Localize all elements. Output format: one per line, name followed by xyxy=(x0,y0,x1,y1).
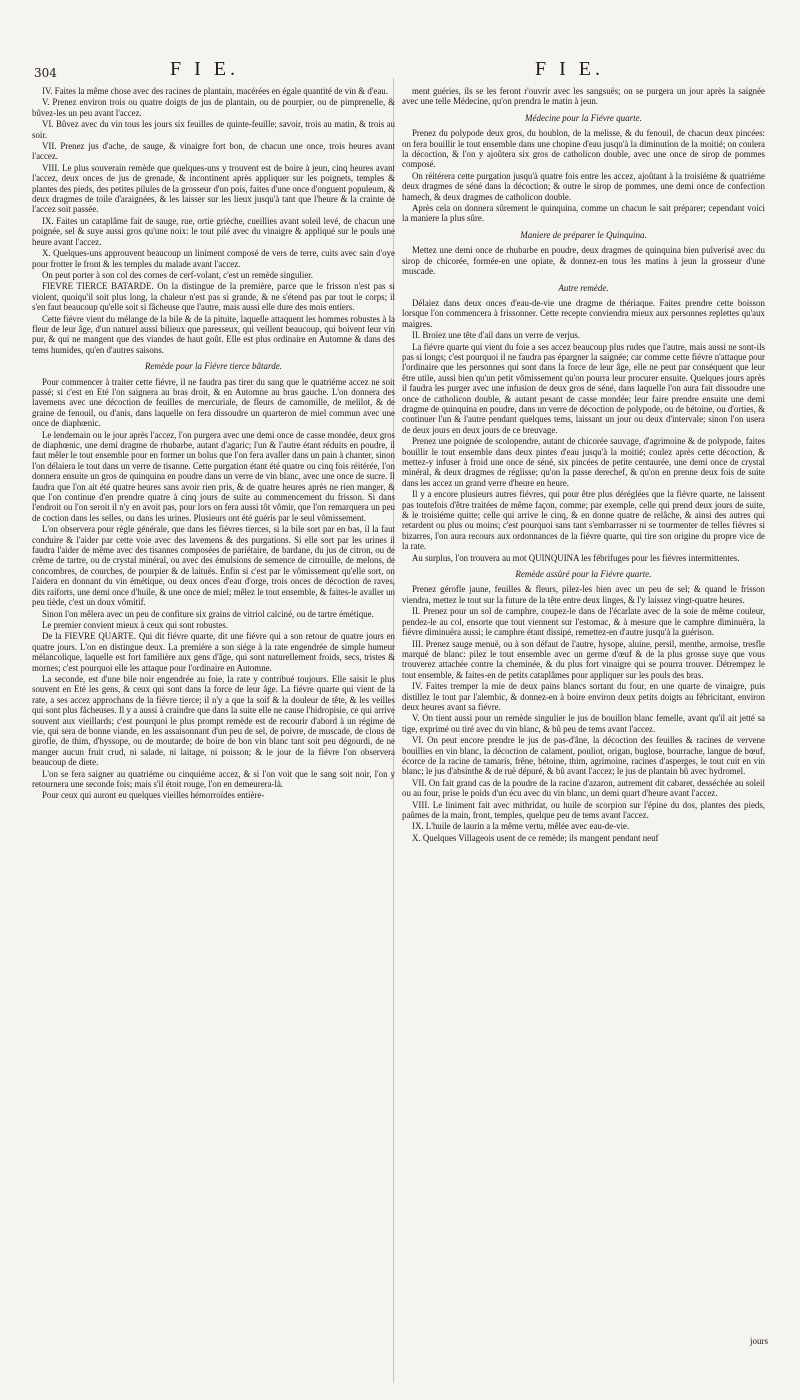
paragraph: La fiévre quarte qui vient du foie a ses accez beaucoup plus rudes que l'autre, mais aussi ne sont-ils pas si longs; c'est pourquoi il ne faudra pas épargner la saignée; car comme cette fiévre n'attaque pour l'ordinaire que les personnes qui sont dans la force de leur âge, elle ne peut par conséquent que leur être utile, aussi bien qu'un petit vômissement qu'on pourra leur procurer ensuite. Quelques jours après il faudra les purger avec une infusion de deux gros de séné, dans laquelle l'on aura fait dissoudre une once de catholicon double, & autant pesant de casse mondée; leur faire prendre ensuite une demi dragme de quinquina en poudre, dans un verre de décoction de polypode, ou de bétoine, ou d'orties, & continuer l'un & l'autre pendant quelques tems, laissant un jour ou deux d'intervale; sinon l'on usera de deux jours en deux jours de ce breuvage. xyxy=(402,341,765,435)
paragraph: II. Broïez une tête d'ail dans un verre de verjus. xyxy=(412,330,580,341)
paragraph: Le lendemain ou le jour après l'accez, l'on purgera avec une demi once de casse mondée, deux gros de diaphœnic, une demi dragme de rhubarbe, autant d'agaric; l'un & l'autre étant réduits en poudre, il faut mêler le tout ensemble pour en former un bolus que l'on fera avaller dans un pain à chanter, sinon l'on délaiera le tout dans un verre de tisanne. Cette purgation étant été quatre ou cinq fois réitérée, l'on donnera ensuite un gros de quinquina en poudre dans un verre de vin blanc, avec une once de sucre. Il faudra que l'on ait été quatre heures sans avoir rien pris, & de quatre heures après ne rien manger, & que l'on continue d'en prendre quatre à cinq jours de suite au commencement du frisson. Si dans l'endroit ou l'on seroit il n'y en avoit pas, pour lors on fera aussi tôt vômir, que l'on remarquera un peu de coction dans les selles, ou dans les urines. Plusieurs ont été guéris par le seul vômissement. xyxy=(32,429,395,523)
paragraph: On réitérera cette purgation jusqu'à quatre fois entre les accez, ajoûtant à la troisiéme & quatriéme deux dragmes de séné dans la décoction; & outre le sirop de pommes, une demi once de confection hamech, & deux dragmes de catholicon double. xyxy=(402,170,765,202)
section-heading: Remède pour la Fiévre tierce bâtarde. xyxy=(145,361,282,372)
paragraph: ment guéries, ils se les feront r'ouvrir avec les sangsuës; on se purgera un jour après la saignée avec une telle Médecine, qu'on prendra le matin à jeun. xyxy=(402,86,765,107)
paragraph: Pour ceux qui auront eu quelques vieilles hémorroïdes entière- xyxy=(42,790,265,801)
paragraph: Le premier convient mieux à ceux qui sont robustes. xyxy=(42,619,229,630)
paragraph: Après cela on donnera sûrement le quinquina, comme un chacun le sait préparer; cependant voici la maniere la plus sûre. xyxy=(402,203,765,224)
paragraph: Mettez une demi once de rhubarbe en poudre, deux dragmes de quinquina bien pulverisé avec du sirop de chicorée, formée-en une opiate, & donnez-en tous les matins à jeun la grosseur d'une muscade. xyxy=(402,245,765,277)
paragraph: Prenez du polypode deux gros, du houblon, de la melisse, & du fenouil, de chacun deux pincées: on fera bouillir le tout ensemble dans une chopine d'eau jusqu'à la diminution de la moitié; on coulera la décoction, & l'on y ajoûtera six gros de catholicon double, avec une once de sirop de pommes composé. xyxy=(402,128,765,170)
paragraph: Délaiez dans deux onces d'eau-de-vie une dragme de thériaque. Faites prendre cette boisson lorsque l'on commencera à frissonner. Cette recepte conviendra mieux aux personnes replettes qu'aux maigres. xyxy=(402,297,765,329)
paragraph: Cette fiévre vient du mélange de la bile & de la pituite, laquelle attaquent les hommes robustes à la fleur de leur âge, d'un naturel aussi bilieux que paresseux, qui veillent beaucoup, qui boivent leur vin pur, & qui ne mangent que des viandes de haut goût. Elle est plus ordinaire en Automne & dans des tems humides, qu'en d'autres saisons. xyxy=(32,313,395,355)
section-heading: Remède assûré pour la Fiévre quarte. xyxy=(515,569,652,580)
paragraph: VI. On peut encore prendre le jus de pas-d'âne, la décoction des feuilles & racines de vervene bouillies en vin blanc, la décoction de calament, pouliot, origan, buglose, bourrache, langue de bœuf, écorce de la racine de tamaris, frêne, bétoine, thim, agrimoine, racines d'asperges, le tout cuit en vin blanc; le jus d'absinthe & de ruë dépuré, & bû avant l'accez; le jus de plantain bû avec hydromel. xyxy=(402,735,765,777)
running-head-left: F I E. xyxy=(170,58,239,80)
paragraph: IV. Faites la même chose avec des racines de plantain, macérées en égale quantité de vin & d'eau. xyxy=(42,86,388,96)
paragraph: V. Prenez environ trois ou quatre doigts de jus de plantain, ou de pourpier, ou de pimprenelle, & bûvez-les un peu avant l'accez. xyxy=(32,97,395,118)
paragraph: L'on se fera saigner au quatriéme ou cinquiéme accez, & si l'on voit que le sang soit noir, l'on y retournera une seconde fois; mais s'il étoit rouge, l'on en demeurera-là. xyxy=(32,768,395,789)
paragraph: VIII. Le plus souverain remède que quelques-uns y trouvent est de boire à jeun, cinq heures avant l'accez, deux onces de jus de grenade, & incontinent après appliquer sur les poignets, temples & plantes des pieds, des petites pilules de la grosseur d'un pois, faites d'une once d'onguent populeum, & deux dragmes de toile d'araignées, & les laisser sur les lieux jusqu'à tant que l'heure & la crainte de l'accez soit passée. xyxy=(32,162,395,215)
paragraph: VII. Prenez jus d'ache, de sauge, & vinaigre fort bon, de chacun une once, trois heures avant l'accez. xyxy=(32,141,395,162)
section-heading: Maniere de préparer le Quinquina. xyxy=(520,229,647,240)
paragraph: Sinon l'on mêlera avec un peu de confiture six grains de vitriol calciné, ou de tartre émétique. xyxy=(42,608,374,619)
paragraph: La seconde, est d'une bile noir engendrée au foie, la rate y contribué toujours. Elle saisit le plus souvent en Eté les gens, & ceux qui sont dans la force de leur âge. La fiévre quarte qui vient de la rate, a ses accez approchans de la fiévre tierce; il n'y a que la soif & la douleur de tête, & les veilles qui sont plus fâcheuses. Il y a aussi à craindre que dans la suite elle ne cause l'hidropisie, ce qui arrive souvent aux vieillards; c'est pourquoi le plus prompt remède est de recourir d'abord à un régime de vie, qui sera de bonne viande, en les assaisonnant d'un peu de sel, de poivre, de muscade, de clous de girofle, de thim, d'hyssope, ou de moutarde; de boire de bon vin blanc tant soit peu dégourdi, de ne manger aucun fruit crud, ni salade, ni laitage, ni poisson; & le jour de la fiévre l'on observera beaucoup de diete. xyxy=(32,673,395,768)
section-heading: Médecine pour la Fiévre quarte. xyxy=(525,112,642,123)
paragraph: V. On tient aussi pour un remède singulier le jus de bouillon blanc femelle, avant qu'il ait jetté sa tige, exprimé ou tiré avec du vin blanc, & bû peu de tems avant l'accez. xyxy=(402,713,765,734)
page-number: 304 xyxy=(34,66,57,80)
paragraph: De la FIEVRE QUARTE. Qui dit fiévre quarte, dit une fiévre qui a son retour de quatre jours en quatre jours. L'on en distingue deux. La premiére a son siége à la rate engendrée de simple humeur mélancolique, laquelle est fort familière aux gens d'âge, qui sont naturellement froids, secs, tristes & mornes; c'est pourquoi elle les attaque pour l'ordinaire en Automne. xyxy=(32,631,395,673)
paragraph: II. Prenez pour un sol de camphre, coupez-le dans de l'écarlate avec de la soie de même couleur, pendez-le au col, ensorte que tout viennent sur l'estomac, & à mesure que le camphre diminuëra, la fiévre diminuëra aussi; le camphre étant dissipé, remettez-en d'autre jusqu'à la guérison. xyxy=(402,606,765,638)
running-head-right: F I E. xyxy=(535,58,604,80)
paragraph: IV. Faites tremper la mie de deux pains blancs sortant du four, en une quarte de vinaigre, puis distillez le tout par l'alembic, & donnez-en à boire environ deux petits doigts au fébricitant, environ deux heures avant sa fiévre. xyxy=(402,681,765,712)
paragraph: L'on observera pour règle générale, que dans les fiévres tierces, si la bile sort par en bas, il la faut conduire & l'aider par cette voie avec des lavemens & des purgations. Si elle sort par les urines il faudra l'aider de même avec des tisannes composées de pariétaire, de bardane, du jus de citron, ou de crême de tartre, ou de crystal minéral, ou avec des émulsions de semence de citrouille, de melons, de concombres, de courches, de pourpier & de laituës. Enfin si c'est par le vômissement qu'elle sort, on l'aidera en donnant du vin émétique, ou deux onces d'eau d'orge, trois onces de décoction de raves, dits raiforts, une demi once d'huile, & une once de miel; mêlez le tout ensemble, & faites-le avaller un peu tiède, c'est un doux vômitif. xyxy=(32,524,395,608)
paragraph: Il y a encore plusieurs autres fiévres, qui pour être plus déréglées que la fiévre quarte, ne laissent pas toutefois d'être traitées de même façon, comme; par exemple, celle qui prend deux jours de suite, & le troisiéme quitte; celle qui arrive le cinq, & en donne quatre de relâche, & ainsi des autres qui retardent ou plus ou moins; c'est pourquoi sans tant s'embarrasser ni se tourmenter de telles fiévres si bizarres, l'on aura recours aux ordonnances de la fiévre quarte, qui tire son origine du propre vice de la rate. xyxy=(402,489,765,552)
paragraph: VIII. Le liniment fait avec mithridat, ou huile de scorpion sur l'épine du dos, plantes des pieds, paûmes de la main, front, temples, quelque peu de tems avant l'accez. xyxy=(402,799,765,820)
paragraph: VI. Bûvez avec du vin tous les jours six feuilles de quinte-feuille; savoir, trois au matin, & trois au soir. xyxy=(32,119,395,140)
paragraph: IX. L'huile de laurin a la même vertu, mêlée avec eau-de-vie. xyxy=(412,821,630,832)
paragraph: III. Prenez sauge menuë, ou à son défaut de l'autre, hysope, aluine, persil, menthe, armoise, tresfle marqué de blanc: pilez le tout ensemble avec un germe d'œuf & de la plus grosse suye que vous trouverez attachée contre la cheminée, & du plus fort vinaigre qui se pourra trouver. Détrempez le tout ensemble, & faites-en de petits cataplâmes pour appliquer sur les pouls des bras. xyxy=(402,638,765,680)
paragraph: X. Quelques-uns approuvent beaucoup un liniment composé de vers de terre, cuits avec sain d'oye pour frotter le front & les temples du malade avant l'accez. xyxy=(32,248,395,269)
paragraph: Prenez gérofle jaune, feuilles & fleurs, pilez-les bien avec un peu de sel; & quand le frisson viendra, mettez le tout sur la future de la tête entre deux linges, & l'y laissez vingt-quatre heures. xyxy=(402,584,765,605)
paragraph: X. Quelques Villageois usent de ce remède; ils mangent pendant neuf xyxy=(412,832,659,843)
paragraph: On peut porter à son col des cornes de cerf-volant, c'est un remède singulier. xyxy=(42,269,313,280)
paragraph: Au surplus, l'on trouvera au mot QUINQUINA les fébrifuges pour les fiévres intermittentes. xyxy=(412,552,740,563)
paragraph: IX. Faites un cataplâme fait de sauge, rue, ortie grièche, cueillies avant soleil levé, de chacun une poignée, sel & suye aussi gros qu'une noix: le tout pilé avec du vinaigre & appliqué sur le pouls une heure avant l'accez. xyxy=(32,215,395,247)
section-heading: Autre remède. xyxy=(558,282,609,293)
catchword: jours xyxy=(750,1336,768,1346)
paragraph: FIEVRE TIERCE BATARDE. On la distingue de la première, parce que le frisson n'est pas si violent, quoiqu'il soit plus long, la chaleur n'est pas si grande, & ne s'étend pas par tout le corps; il s'en faut beaucoup qu'elle soit si fâcheuse que l'autre, mais aussi elle dure des mois entiers. xyxy=(32,281,395,313)
paragraph: Prenez une poignée de scolopendre, autant de chicorée sauvage, d'agrimoine & de polypode, faites bouillir le tout ensemble dans deux pintes d'eau jusqu'à la moitié; coulez après cette décoction, & mettez-y infuser à froid une once de séné, six pincées de petite centaurée, une demi once de crystal minéral, & deux dragmes de réglisse; qu'on la passe derechef, & qu'on en prenne deux fois de suite dans les accez un grand verre d'heure en heure. xyxy=(402,436,765,488)
paragraph: VII. On fait grand cas de la poudre de la racine d'azaron, autrement dit cabaret, desséchée au soleil ou au four, prise le poids d'un écu avec du vin blanc, un demi quart d'heure avant l'accez. xyxy=(402,777,765,799)
paragraph: Pour commencer à traiter cette fiévre, il ne faudra pas tirer du sang que le quatriéme accez ne soit passé; si c'est en Eté l'on saignera au bras droit, & en Automne au bras gauche. L'on donnera des lavemens avec une décoction de feuilles de mercuriale, de fleurs de camomille, de melilot, & de graine de fenouil, ou d'anis, dans laquelle on fera dissoudre un quarteron de miel commun avec une once de diaphœnic. xyxy=(32,376,395,429)
left-column xyxy=(32,86,395,802)
right-column xyxy=(402,86,765,844)
